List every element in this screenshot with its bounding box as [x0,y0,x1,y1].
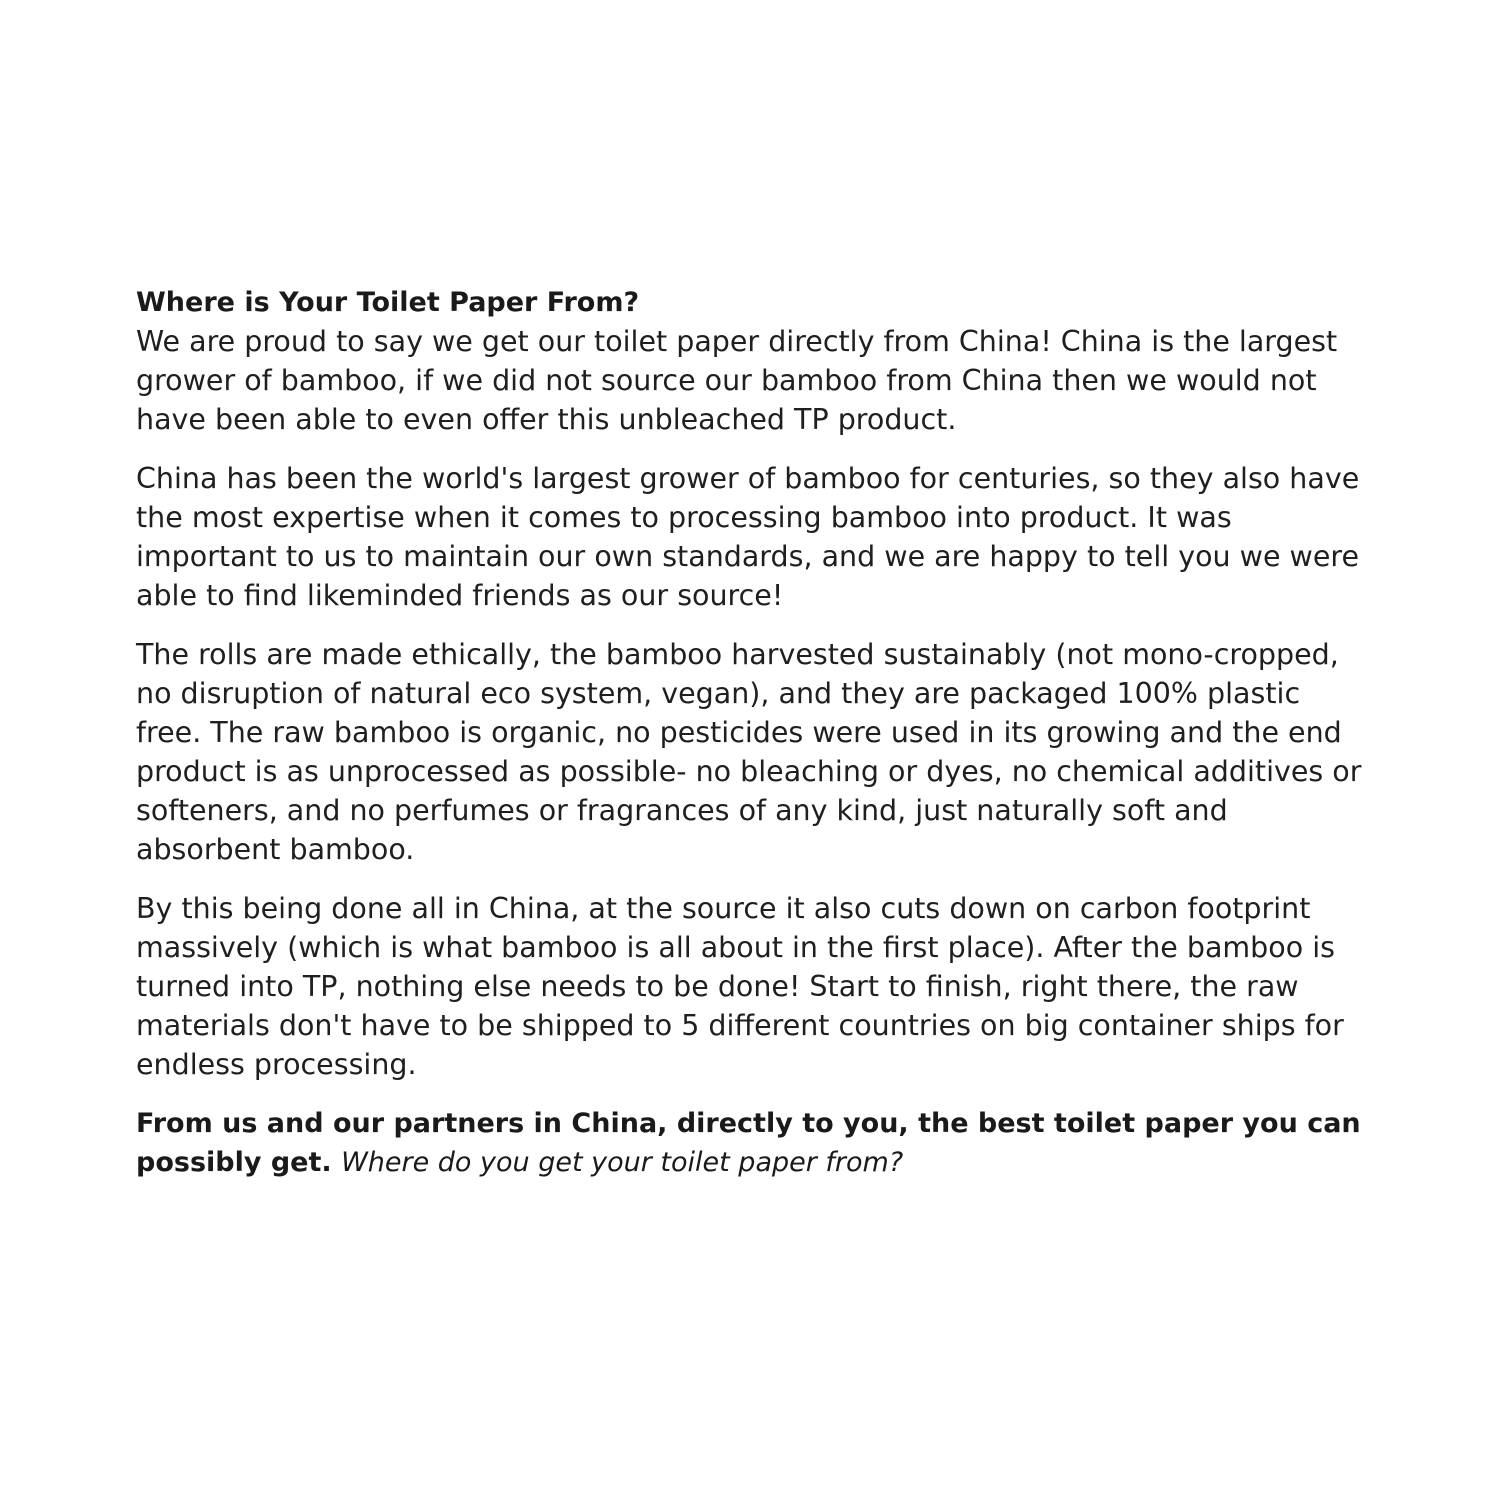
article-heading: Where is Your Toilet Paper From? [136,287,640,318]
paragraph-expertise: China has been the world's largest grower of bamboo for centuries, so they also have the most expertise when it comes to processing bamboo into product. It was important to us to maintain our own standards, and we are happy to tell you we were able to find likeminded friends as our source! [136,462,1360,612]
closing-statement [136,1104,1366,1182]
article-body [136,283,1366,1202]
paragraph-sourcing: We are proud to say we get our toilet paper directly from China! China is the largest grower of bamboo, if we did not source our bamboo from China then we would not have been able to even offer this unbleached TP product. [136,325,1338,436]
closing-bold-text: From us and our partners in China, directly to you, the best toilet paper you can possibly get. [136,1108,1361,1178]
paragraph-carbon-footprint: By this being done all in China, at the source it also cuts down on carbon footprint massively (which is what bamboo is all about in the first place). After the bamboo is turned into TP, nothing else needs to be done! Start to finish, right there, the raw materials don't have to be shipped to 5 different countries on big container ships for endless processing. [136,892,1344,1081]
paragraph-ethics: The rolls are made ethically, the bamboo harvested sustainably (not mono-cropped, no disruption of natural eco system, vegan), and they are packaged 100% plastic free. The raw bamboo is organic, no pesticides were used in its growing and the end product is as unprocessed as possible- no bleaching or dyes, no chemical additives or softeners, and no perfumes or fragrances of any kind, just naturally soft and absorbent bamboo. [136,638,1362,866]
closing-question: Where do you get your toilet paper from? [341,1147,904,1178]
